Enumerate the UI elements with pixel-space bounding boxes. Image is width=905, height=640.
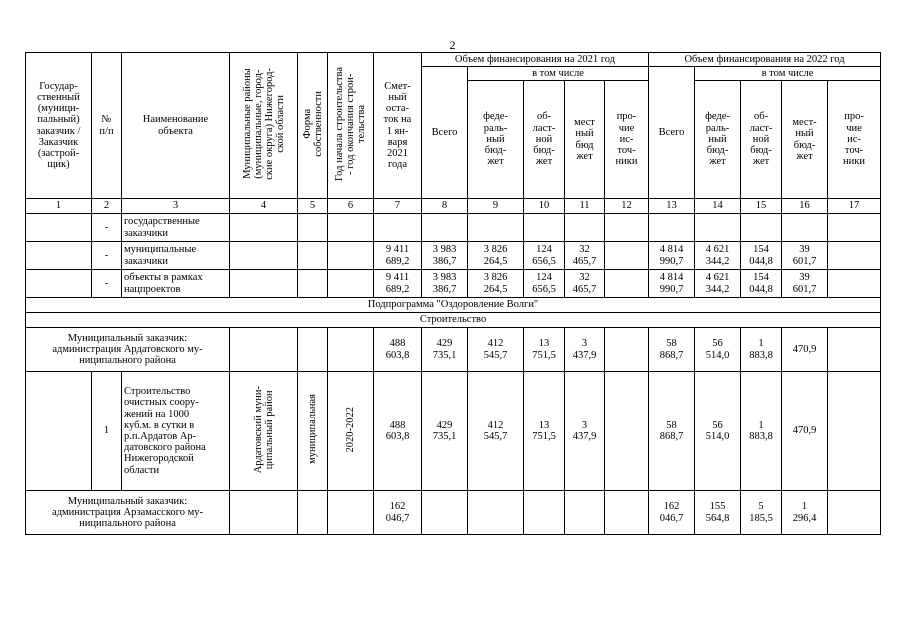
value-cell: 3 437,9: [565, 328, 605, 372]
value-cell: [524, 491, 565, 535]
header-incl-2022: в том числе: [695, 67, 881, 81]
value-cell: [422, 491, 468, 535]
value-cell: [605, 372, 649, 491]
header-fin-2022: Объем финансирования на 2022 год: [649, 53, 881, 67]
value-cell: [828, 328, 881, 372]
header-incl-2021: в том числе: [468, 67, 649, 81]
value-cell: 13 751,5: [524, 328, 565, 372]
col-number: 15: [741, 199, 782, 214]
value-cell: 162 046,7: [374, 491, 422, 535]
value-cell: 488 603,8: [374, 328, 422, 372]
value-cell: 9 411 689,2: [374, 270, 422, 298]
value-cell: 470,9: [782, 328, 828, 372]
value-cell: 56 514,0: [695, 372, 741, 491]
header-federal-2022: феде- раль- ный бюд- жет: [695, 81, 741, 199]
col-number: 14: [695, 199, 741, 214]
value-cell: 58 868,7: [649, 328, 695, 372]
col-number: 10: [524, 199, 565, 214]
financing-table: [25, 52, 881, 535]
value-cell: 32 465,7: [565, 242, 605, 270]
value-cell: 429 735,1: [422, 328, 468, 372]
value-cell: [605, 491, 649, 535]
value-cell: 162 046,7: [649, 491, 695, 535]
header-local-2022: мест- ный бюд- жет: [782, 81, 828, 199]
value-cell: [828, 372, 881, 491]
value-cell: 154 044,8: [741, 242, 782, 270]
header-other-2021: про- чие ис- точ- ники: [605, 81, 649, 199]
col-number: 4: [230, 199, 298, 214]
header-ownership: Форма собственности: [298, 53, 328, 199]
object-years: 2020-2022: [328, 372, 374, 491]
value-cell: 13 751,5: [524, 372, 565, 491]
value-cell: [605, 328, 649, 372]
value-cell: 1 883,8: [741, 372, 782, 491]
value-cell: 3 437,9: [565, 372, 605, 491]
value-cell: 3 983 386,7: [422, 270, 468, 298]
value-cell: [605, 242, 649, 270]
value-cell: 5 185,5: [741, 491, 782, 535]
header-balance: Смет- ный оста- ток на 1 ян- варя 2021 года: [374, 53, 422, 199]
customer-label: Муниципальный заказчик: администрация Ардатовского му- ниципального района: [26, 328, 230, 372]
header-regional-2021: об- ласт- ной бюд- жет: [524, 81, 565, 199]
customer-row-arzamas: [26, 491, 881, 535]
row-name: объекты в рамках нацпроектов: [122, 270, 230, 298]
value-cell: 4 814 990,7: [649, 270, 695, 298]
value-cell: 9 411 689,2: [374, 242, 422, 270]
section-construction: Строительство: [26, 313, 881, 328]
object-name: Строительство очистных соору- жений на 1000 куб.м. в сутки в р.п.Ардатов Ар- датовского района Нижегородской области: [122, 372, 230, 491]
row-name: государственные заказчики: [122, 214, 230, 242]
col-number: 3: [122, 199, 230, 214]
value-cell: 470,9: [782, 372, 828, 491]
subprogram-title: Подпрограмма "Оздоровление Волги": [26, 298, 881, 313]
value-cell: 3 983 386,7: [422, 242, 468, 270]
value-cell: 412 545,7: [468, 372, 524, 491]
row-name: муниципальные заказчики: [122, 242, 230, 270]
value-cell: 124 656,5: [524, 242, 565, 270]
value-cell: [828, 491, 881, 535]
header-other-2022: про- чие ис- точ- ники: [828, 81, 881, 199]
value-cell: [605, 270, 649, 298]
summary-row-state: [26, 214, 881, 242]
customer-row-ardatov: [26, 328, 881, 372]
value-cell: 1 883,8: [741, 328, 782, 372]
value-cell: 4 621 344,2: [695, 242, 741, 270]
value-cell: 56 514,0: [695, 328, 741, 372]
col-number: 16: [782, 199, 828, 214]
value-cell: 429 735,1: [422, 372, 468, 491]
col-number: 9: [468, 199, 524, 214]
value-cell: [468, 491, 524, 535]
object-ownership: муниципальная: [298, 372, 328, 491]
col-number: 1: [26, 199, 92, 214]
col-number: 17: [828, 199, 881, 214]
col-number: 11: [565, 199, 605, 214]
header-local-2021: мест ный бюд жет: [565, 81, 605, 199]
header-years: Год начала строительства - год окончания строи- тельства: [328, 53, 374, 199]
value-cell: 4 621 344,2: [695, 270, 741, 298]
row-dash: -: [92, 242, 122, 270]
header-object-name: Наименование объекта: [122, 53, 230, 199]
row-dash: -: [92, 214, 122, 242]
row-dash: -: [92, 270, 122, 298]
summary-row-municipal: [26, 242, 881, 270]
value-cell: [828, 242, 881, 270]
value-cell: 32 465,7: [565, 270, 605, 298]
page-number: 2: [449, 38, 456, 52]
header-customer: Государ- ственный (муници- пальный) заказчик / Заказчик (застрой- щик): [26, 53, 92, 199]
col-number: 5: [298, 199, 328, 214]
col-number: 6: [328, 199, 374, 214]
value-cell: 488 603,8: [374, 372, 422, 491]
col-number: 7: [374, 199, 422, 214]
header-total-2021: Всего: [422, 67, 468, 199]
value-cell: 154 044,8: [741, 270, 782, 298]
value-cell: 39 601,7: [782, 242, 828, 270]
col-number: 2: [92, 199, 122, 214]
value-cell: [565, 491, 605, 535]
value-cell: 3 826 264,5: [468, 270, 524, 298]
value-cell: 412 545,7: [468, 328, 524, 372]
summary-row-natprojects: [26, 270, 881, 298]
col-number: 8: [422, 199, 468, 214]
value-cell: 1 296,4: [782, 491, 828, 535]
value-cell: 58 868,7: [649, 372, 695, 491]
value-cell: 155 564,8: [695, 491, 741, 535]
col-number: 13: [649, 199, 695, 214]
header-total-2022: Всего: [649, 67, 695, 199]
header-districts: Муниципальные районы (муниципальные, город- ские округа) Нижегород- ской области: [230, 53, 298, 199]
header-fin-2021: Объем финансирования на 2021 год: [422, 53, 649, 67]
object-num: 1: [92, 372, 122, 491]
value-cell: 39 601,7: [782, 270, 828, 298]
customer-label: Муниципальный заказчик: администрация Арзамасского му- ниципального района: [26, 491, 230, 535]
header-federal-2021: феде- раль- ный бюд- жет: [468, 81, 524, 199]
value-cell: 3 826 264,5: [468, 242, 524, 270]
col-number: 12: [605, 199, 649, 214]
object-row-ardatov: [26, 372, 881, 491]
value-cell: 4 814 990,7: [649, 242, 695, 270]
header-regional-2022: об- ласт- ной бюд- жет: [741, 81, 782, 199]
value-cell: 124 656,5: [524, 270, 565, 298]
object-district: Ардатовский муни- ципальный район: [230, 372, 298, 491]
value-cell: [828, 270, 881, 298]
header-num: № п/п: [92, 53, 122, 199]
